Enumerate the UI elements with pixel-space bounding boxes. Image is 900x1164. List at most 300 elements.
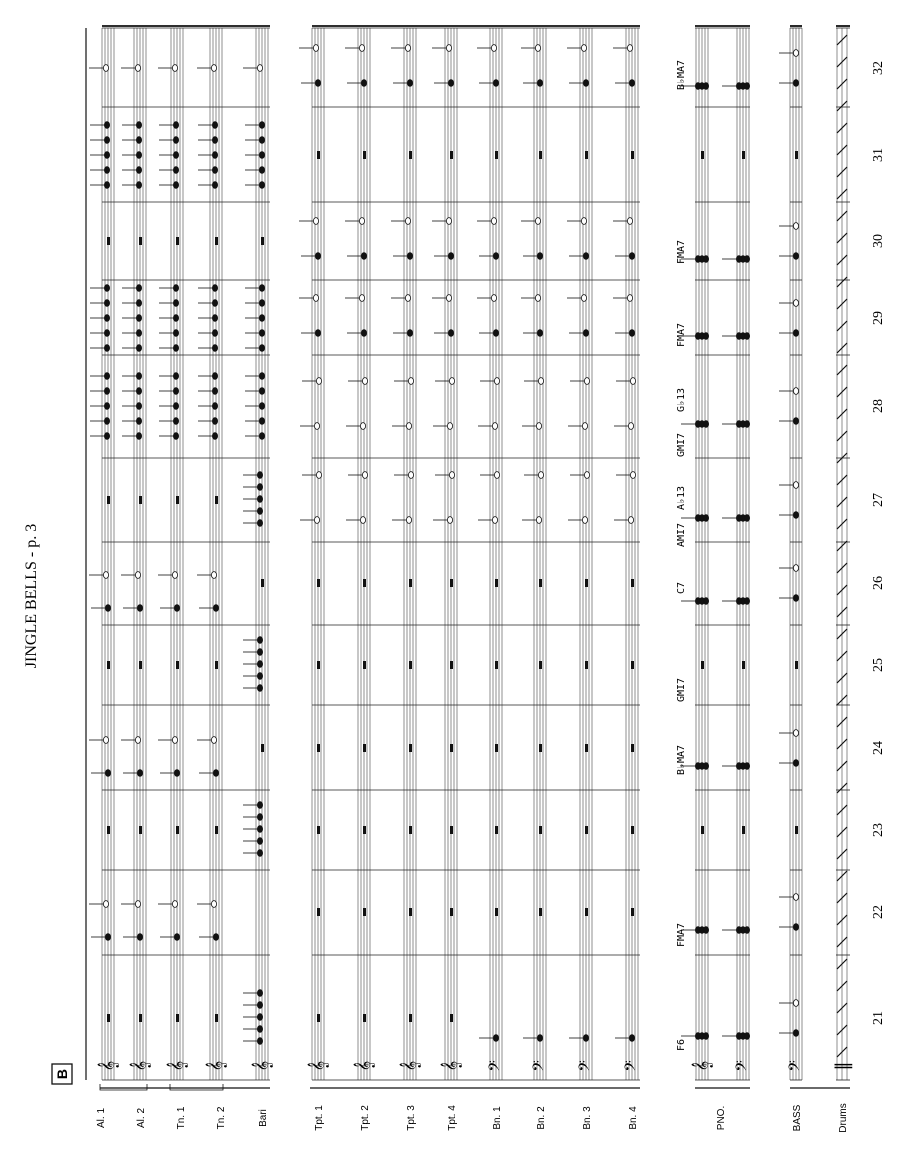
note-head	[313, 218, 318, 225]
instrument-label: Bn. 2	[536, 1106, 547, 1130]
whole-rest	[261, 744, 264, 752]
note-head	[257, 520, 262, 527]
note-head	[627, 218, 632, 225]
whole-rest	[363, 661, 366, 669]
percussion-clef-icon: ‖	[832, 1061, 853, 1071]
note-head	[703, 256, 708, 263]
note-head	[211, 572, 216, 579]
whole-rest	[409, 661, 412, 669]
note-head	[212, 315, 217, 322]
note-head	[316, 472, 321, 479]
note-head	[314, 517, 319, 524]
bass-clef-icon: 𝄢	[733, 1060, 754, 1072]
instrument-label: Tpt. 4	[447, 1105, 458, 1131]
note-head	[630, 378, 635, 385]
note-head	[172, 737, 177, 744]
whole-rest	[795, 826, 798, 834]
note-head	[259, 167, 264, 174]
note-head	[257, 508, 262, 515]
whole-rest	[631, 579, 634, 587]
staff-system	[86, 28, 850, 1090]
note-head	[449, 472, 454, 479]
treble-clef-icon: 𝄞	[206, 1060, 227, 1072]
note-head	[136, 433, 141, 440]
note-head	[259, 152, 264, 159]
instrument-label: BASS	[792, 1104, 803, 1132]
note-head	[703, 515, 708, 522]
note-head	[793, 565, 798, 572]
treble-clef-icon: 𝄞	[167, 1060, 188, 1072]
note-head	[793, 482, 798, 489]
note-head	[136, 300, 141, 307]
measure-number: 30	[871, 234, 886, 248]
whole-rest	[450, 1014, 453, 1022]
whole-rest	[450, 661, 453, 669]
note-head	[104, 345, 109, 352]
measure-number: 27	[871, 493, 886, 507]
note-head	[583, 330, 588, 337]
staff	[580, 28, 592, 1080]
note-head	[259, 418, 264, 425]
note-head	[629, 80, 634, 87]
whole-rest	[495, 579, 498, 587]
whole-rest	[585, 661, 588, 669]
measure-numbers	[871, 61, 886, 1025]
chord-symbol: AMI7	[676, 522, 687, 548]
note-head	[359, 45, 364, 52]
whole-rest	[139, 661, 142, 669]
note-head	[135, 572, 140, 579]
whole-rest	[176, 1014, 179, 1022]
bass-clef-icon: 𝄢	[576, 1060, 597, 1072]
chord-symbol: B♭MA7	[676, 744, 687, 776]
whole-rest	[107, 496, 110, 504]
note-head	[104, 388, 109, 395]
note-head	[173, 167, 178, 174]
note-head	[174, 934, 179, 941]
note-head	[174, 605, 179, 612]
note-head	[257, 637, 262, 644]
instrument-label: Tn. 1	[176, 1106, 187, 1130]
treble-clef-icon: 𝄞	[252, 1060, 273, 1072]
staff	[445, 28, 457, 1080]
note-head	[212, 388, 217, 395]
whole-rest	[317, 579, 320, 587]
note-head	[173, 433, 178, 440]
instrument-label: Tpt. 2	[360, 1105, 371, 1131]
note-head	[538, 472, 543, 479]
note-head	[630, 472, 635, 479]
note-head	[257, 990, 262, 997]
note-head	[211, 901, 216, 908]
note-head	[408, 472, 413, 479]
note-head	[361, 330, 366, 337]
whole-rest	[215, 826, 218, 834]
staff	[534, 28, 546, 1080]
note-head	[257, 802, 262, 809]
staff	[312, 28, 324, 1080]
note-head	[259, 345, 264, 352]
treble-clef-icon: 𝄞	[354, 1060, 375, 1072]
whole-rest	[742, 151, 745, 159]
whole-rest	[450, 579, 453, 587]
note-head	[316, 378, 321, 385]
note-head	[136, 167, 141, 174]
whole-rest	[409, 908, 412, 916]
note-head	[359, 295, 364, 302]
measure-number: 26	[871, 576, 886, 590]
whole-rest	[107, 237, 110, 245]
note-head	[104, 403, 109, 410]
staff	[790, 28, 802, 1080]
note-head	[136, 418, 141, 425]
note-head	[583, 80, 588, 87]
rehearsal-mark-box	[52, 1064, 72, 1084]
note-head	[259, 373, 264, 380]
note-head	[104, 300, 109, 307]
note-head	[407, 80, 412, 87]
note-head	[173, 315, 178, 322]
note-head	[537, 253, 542, 260]
note-head	[212, 122, 217, 129]
whole-rest	[795, 151, 798, 159]
note-head	[583, 1035, 588, 1042]
whole-rest	[107, 1014, 110, 1022]
whole-rest	[495, 661, 498, 669]
note-head	[405, 218, 410, 225]
note-head	[362, 472, 367, 479]
note-head	[257, 1014, 262, 1021]
note-head	[136, 330, 141, 337]
note-head	[257, 661, 262, 668]
whole-rest	[701, 151, 704, 159]
note-head	[212, 182, 217, 189]
whole-rest	[261, 237, 264, 245]
note-head	[537, 330, 542, 337]
note-head	[257, 685, 262, 692]
whole-rest	[363, 744, 366, 752]
whole-rest	[495, 744, 498, 752]
note-head	[104, 330, 109, 337]
note-head	[173, 182, 178, 189]
staff	[737, 28, 749, 1080]
note-head	[629, 1035, 634, 1042]
instrument-label: Tpt. 1	[314, 1105, 325, 1131]
note-head	[447, 517, 452, 524]
note-head	[793, 595, 798, 602]
whole-rest	[139, 1014, 142, 1022]
note-head	[581, 295, 586, 302]
note-head	[137, 934, 142, 941]
note-head	[259, 330, 264, 337]
note-head	[136, 345, 141, 352]
note-head	[793, 388, 798, 395]
measure-number: 22	[871, 905, 886, 919]
chord-symbol: FMA7	[676, 239, 687, 265]
staff	[626, 28, 638, 1080]
note-head	[173, 300, 178, 307]
whole-rest	[701, 826, 704, 834]
note-head	[173, 330, 178, 337]
note-head	[537, 1035, 542, 1042]
whole-rest	[363, 908, 366, 916]
whole-rest	[742, 661, 745, 669]
whole-rest	[585, 744, 588, 752]
whole-rest	[631, 826, 634, 834]
note-head	[259, 182, 264, 189]
note-head	[172, 901, 177, 908]
whole-rest	[450, 826, 453, 834]
note-head	[703, 598, 708, 605]
note-head	[793, 730, 798, 737]
note-head	[136, 285, 141, 292]
whole-rest	[585, 826, 588, 834]
note-head	[361, 253, 366, 260]
note-head	[257, 850, 262, 857]
note-head	[257, 1002, 262, 1009]
note-head	[259, 300, 264, 307]
whole-rest	[215, 496, 218, 504]
note-head	[793, 300, 798, 307]
bass-clef-icon: 𝄢	[786, 1060, 807, 1072]
note-head	[137, 770, 142, 777]
note-head	[793, 760, 798, 767]
staff	[404, 28, 416, 1080]
instrument-label: Bn. 1	[492, 1106, 503, 1130]
whole-rest	[139, 237, 142, 245]
instrument-label: Al. 1	[96, 1107, 107, 1129]
note-head	[173, 122, 178, 129]
note-head	[259, 433, 264, 440]
note-head	[104, 418, 109, 425]
whole-rest	[107, 826, 110, 834]
note-head	[744, 1033, 749, 1040]
note-head	[136, 152, 141, 159]
treble-clef-icon: 𝄞	[441, 1060, 462, 1072]
whole-rest	[176, 496, 179, 504]
note-head	[173, 152, 178, 159]
note-head	[703, 421, 708, 428]
note-head	[313, 45, 318, 52]
note-head	[407, 330, 412, 337]
note-head	[493, 330, 498, 337]
note-head	[703, 1033, 708, 1040]
note-head	[212, 373, 217, 380]
bass-clef-icon: 𝄢	[622, 1060, 643, 1072]
chord-symbol: A♭13	[676, 485, 687, 511]
measure-number: 23	[871, 823, 886, 837]
note-head	[259, 388, 264, 395]
whole-rest	[495, 908, 498, 916]
note-head	[494, 378, 499, 385]
note-head	[104, 122, 109, 129]
note-head	[211, 65, 216, 72]
note-head	[627, 45, 632, 52]
chord-symbol: FMA7	[676, 322, 687, 348]
note-head	[104, 137, 109, 144]
note-head	[584, 472, 589, 479]
note-head	[360, 423, 365, 430]
note-head	[173, 373, 178, 380]
whole-rest	[539, 151, 542, 159]
note-head	[212, 418, 217, 425]
whole-rest	[176, 661, 179, 669]
treble-clef-icon: 𝄞	[98, 1060, 119, 1072]
note-head	[405, 295, 410, 302]
note-head	[446, 218, 451, 225]
treble-clef-icon: 𝄞	[400, 1060, 421, 1072]
note-head	[793, 50, 798, 57]
whole-rest	[409, 579, 412, 587]
note-head	[744, 83, 749, 90]
note-head	[493, 253, 498, 260]
note-head	[703, 927, 708, 934]
staff	[358, 28, 370, 1080]
measure-number: 29	[871, 311, 886, 325]
whole-rest	[631, 151, 634, 159]
note-head	[628, 517, 633, 524]
clefs	[98, 1060, 853, 1072]
whole-rest	[215, 661, 218, 669]
note-head	[136, 137, 141, 144]
note-head	[315, 80, 320, 87]
note-head	[257, 826, 262, 833]
note-head	[629, 330, 634, 337]
whole-rest	[539, 579, 542, 587]
note-head	[492, 423, 497, 430]
note-head	[446, 295, 451, 302]
chord-symbol: F6	[676, 1038, 687, 1052]
note-head	[581, 45, 586, 52]
note-head	[408, 378, 413, 385]
note-head	[136, 122, 141, 129]
whole-rest	[742, 826, 745, 834]
note-head	[105, 934, 110, 941]
instrument-label: Bari	[258, 1109, 269, 1127]
note-head	[136, 373, 141, 380]
whole-rest	[215, 237, 218, 245]
note-head	[744, 763, 749, 770]
system-brackets	[86, 28, 850, 1090]
note-head	[104, 152, 109, 159]
note-head	[793, 418, 798, 425]
note-head	[793, 894, 798, 901]
note-head	[448, 330, 453, 337]
whole-rest	[409, 1014, 412, 1022]
whole-rest	[317, 826, 320, 834]
note-head	[173, 388, 178, 395]
note-head	[491, 295, 496, 302]
note-head	[793, 253, 798, 260]
note-head	[793, 223, 798, 230]
whole-rest	[409, 744, 412, 752]
measure-number: 24	[871, 741, 886, 755]
note-head	[793, 80, 798, 87]
note-head	[212, 300, 217, 307]
measure-number: 28	[871, 399, 886, 413]
instrument-label: Al. 2	[136, 1107, 147, 1129]
note-head	[103, 65, 108, 72]
note-head	[257, 814, 262, 821]
note-head	[406, 423, 411, 430]
whole-rest	[631, 661, 634, 669]
note-head	[535, 218, 540, 225]
whole-rest	[317, 908, 320, 916]
note-head	[538, 378, 543, 385]
note-head	[449, 378, 454, 385]
note-head	[105, 605, 110, 612]
whole-rest	[539, 908, 542, 916]
instrument-label: Drums	[838, 1103, 849, 1133]
chord-symbol: GMI7	[676, 432, 687, 458]
note-head	[212, 433, 217, 440]
note-head	[703, 333, 708, 340]
treble-clef-icon: 𝄞	[130, 1060, 151, 1072]
whole-rest	[176, 826, 179, 834]
note-head	[793, 924, 798, 931]
note-head	[103, 737, 108, 744]
note-head	[406, 517, 411, 524]
note-head	[793, 330, 798, 337]
whole-rest	[363, 579, 366, 587]
note-head	[173, 345, 178, 352]
note-head	[136, 315, 141, 322]
note-head	[259, 285, 264, 292]
note-head	[104, 433, 109, 440]
whole-rest	[585, 151, 588, 159]
note-head	[259, 137, 264, 144]
chord-symbol: B♭MA7	[676, 59, 687, 91]
measure-number: 25	[871, 658, 886, 672]
note-head	[104, 182, 109, 189]
note-head	[137, 605, 142, 612]
note-head	[136, 388, 141, 395]
treble-clef-icon: 𝄞	[308, 1060, 329, 1072]
note-head	[135, 901, 140, 908]
note-head	[103, 572, 108, 579]
whole-rest	[450, 151, 453, 159]
note-head	[257, 673, 262, 680]
note-head	[105, 770, 110, 777]
note-head	[212, 403, 217, 410]
note-head	[536, 423, 541, 430]
note-head	[793, 1030, 798, 1037]
note-head	[581, 218, 586, 225]
note-head	[315, 253, 320, 260]
whole-rest	[539, 826, 542, 834]
note-head	[448, 80, 453, 87]
note-head	[211, 737, 216, 744]
note-head	[362, 378, 367, 385]
note-head	[257, 484, 262, 491]
chord-symbol: C7	[676, 581, 687, 595]
note-head	[104, 373, 109, 380]
note-head	[103, 901, 108, 908]
note-head	[259, 403, 264, 410]
note-head	[793, 1000, 798, 1007]
whole-rest	[585, 908, 588, 916]
note-head	[537, 80, 542, 87]
note-head	[173, 137, 178, 144]
note-head	[582, 423, 587, 430]
note-head	[793, 512, 798, 519]
whole-rest	[539, 744, 542, 752]
note-head	[703, 83, 708, 90]
note-head	[174, 770, 179, 777]
whole-rest	[631, 744, 634, 752]
note-head	[535, 45, 540, 52]
note-head	[583, 253, 588, 260]
